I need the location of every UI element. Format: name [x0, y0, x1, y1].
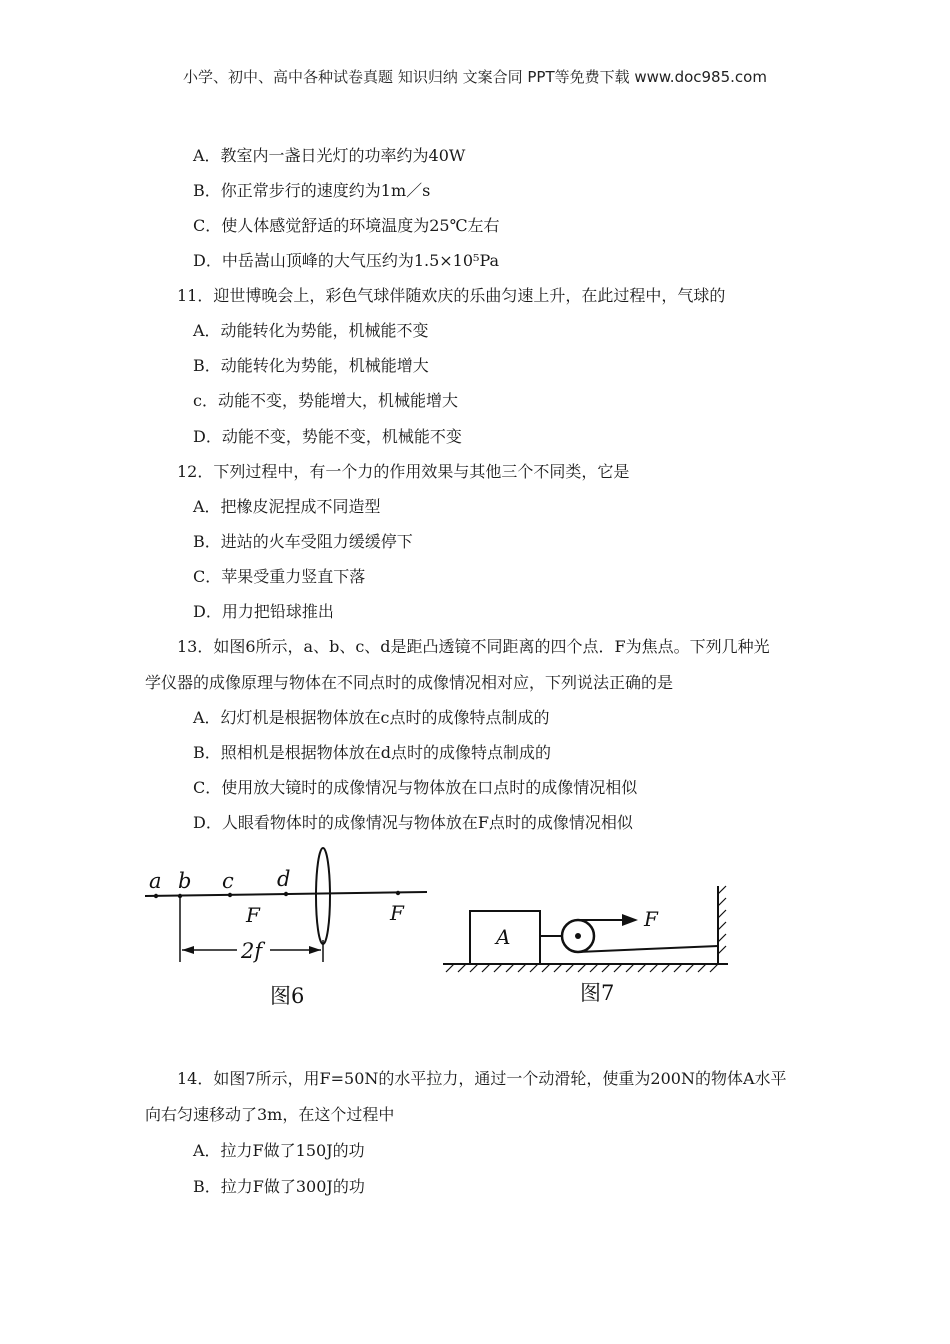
point-d-label: d: [277, 867, 291, 891]
q12-option-b: B．进站的火车受阻力缓缓停下: [193, 532, 413, 551]
q13-option-b: B．照相机是根据物体放在d点时的成像特点制成的: [193, 743, 552, 762]
point-c-dot: [228, 893, 232, 897]
point-a-dot: [154, 894, 158, 898]
q11-option-a: A．动能转化为势能，机械能不变: [193, 321, 429, 340]
figure-7-caption: 图7: [580, 981, 615, 1005]
figure-6-caption: 图6: [270, 984, 305, 1008]
pulley-axle: [575, 933, 581, 939]
q13-stem-line2: 学仪器的成像原理与物体在不同点时的成像情况相对应，下列说法正确的是: [145, 673, 674, 692]
page-header-banner: 小学、初中、高中各种试卷真题 知识归纳 文案合同 PPT等免费下载 www.doc985.com: [183, 68, 767, 86]
focus-left-label: F: [246, 903, 260, 927]
point-d-dot: [284, 892, 288, 896]
figure-7-pulley-diagram: [438, 880, 738, 1015]
wall-hatching: [718, 886, 726, 954]
q13-option-d: D．人眼看物体时的成像情况与物体放在F点时的成像情况相似: [193, 813, 633, 832]
q10-option-c: C．使人体感觉舒适的环境温度为25℃左右: [193, 216, 500, 235]
force-label: F: [644, 907, 658, 931]
q13-stem-line1: 13．如图6所示，a、b、c、d是距凸透镜不同距离的四个点．F为焦点。下列几种光: [177, 637, 770, 656]
two-f-label: 2f: [241, 939, 263, 963]
q12-stem: 12．下列过程中，有一个力的作用效果与其他三个不同类，它是: [177, 462, 630, 481]
q10-option-a: A．教室内一盏日光灯的功率约为40W: [193, 146, 466, 165]
rope-lower: [578, 946, 718, 952]
point-c-label: c: [222, 869, 234, 893]
q13-option-a: A．幻灯机是根据物体放在c点时的成像特点制成的: [193, 708, 550, 727]
q14-stem-line1: 14．如图7所示，用F=50N的水平拉力，通过一个动滑轮，使重为200N的物体A水平: [177, 1069, 787, 1088]
convex-lens: [316, 848, 330, 944]
focus-right-label: F: [390, 901, 404, 925]
q11-option-b: B．动能转化为势能，机械能增大: [193, 356, 429, 375]
q12-option-d: D．用力把铅球推出: [193, 602, 334, 621]
dim-arrow-right: [309, 946, 321, 954]
q10-option-b: B．你正常步行的速度约为1m／s: [193, 181, 431, 200]
q14-option-b: B．拉力F做了300J的功: [193, 1177, 365, 1196]
q11-option-c: c．动能不变，势能增大，机械能增大: [193, 391, 458, 410]
q11-option-d: D．动能不变，势能不变，机械能不变: [193, 427, 462, 446]
focus-right-dot: [396, 891, 400, 895]
figure-6-lens-diagram: [140, 840, 440, 1020]
floor-hatching: [446, 964, 718, 972]
q14-stem-line2: 向右匀速移动了3m，在这个过程中: [145, 1105, 395, 1124]
q11-stem: 11．迎世博晚会上，彩色气球伴随欢庆的乐曲匀速上升，在此过程中，气球的: [177, 286, 726, 305]
force-arrowhead: [622, 914, 638, 926]
point-a-label: a: [149, 869, 162, 893]
dim-arrow-left: [182, 946, 194, 954]
block-a-label: A: [496, 925, 511, 949]
q10-option-d: D．中岳嵩山顶峰的大气压约为1.5×10⁵Pa: [193, 251, 500, 270]
q12-option-a: A．把橡皮泥捏成不同造型: [193, 497, 381, 516]
q12-option-c: C．苹果受重力竖直下落: [193, 567, 366, 586]
q13-option-c: C．使用放大镜时的成像情况与物体放在口点时的成像情况相似: [193, 778, 638, 797]
point-b-label: b: [178, 869, 192, 893]
q14-option-a: A．拉力F做了150J的功: [193, 1141, 365, 1160]
